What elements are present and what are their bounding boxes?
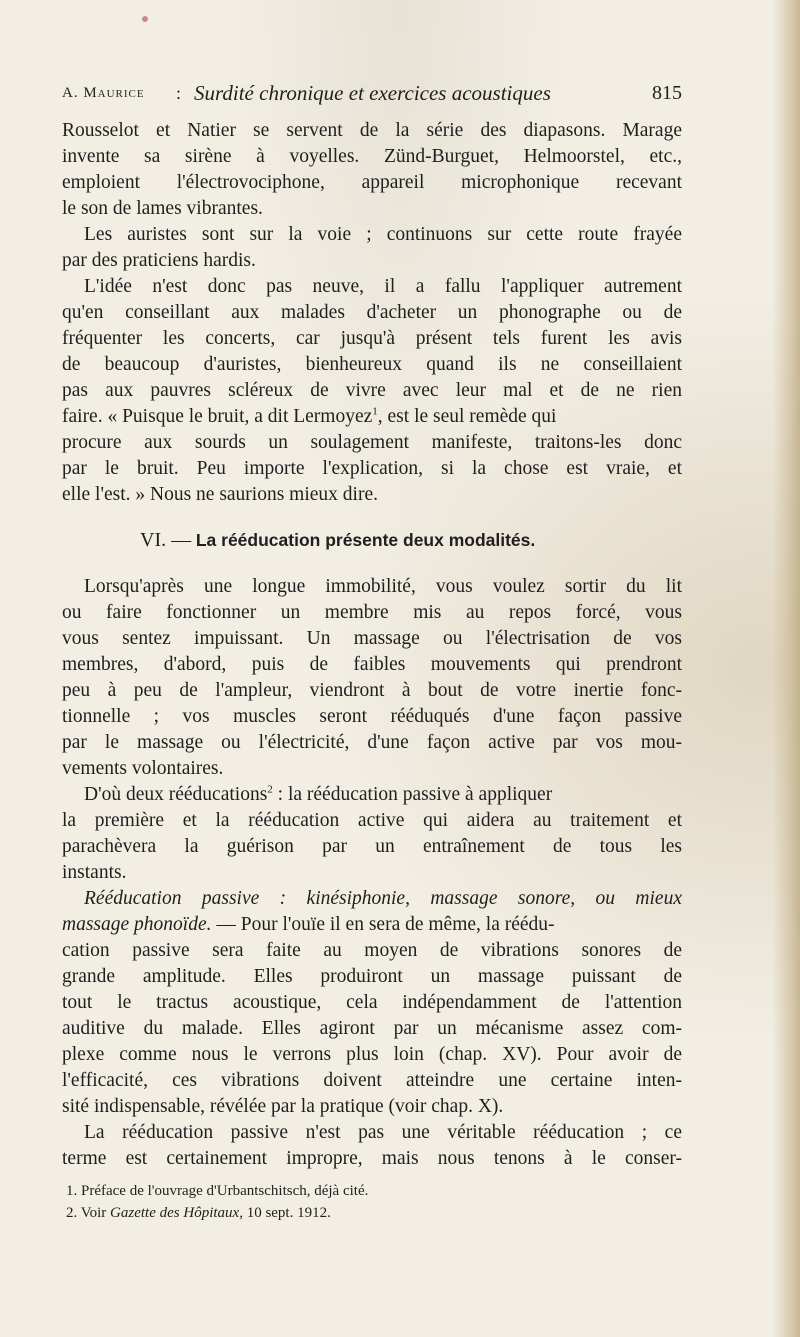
text-line-with-footnote-ref (84, 782, 682, 808)
text-fragment: — Pour l'ouïe il en sera de même, la réédu- (211, 914, 555, 935)
footnote-fragment: 2. Voir (66, 1205, 107, 1221)
text-line: Les auristes sont sur la voie ; continuons sur cette route frayée (84, 224, 682, 245)
text-line: procure aux sourds un soulagement manifeste, traitons-les donc (62, 432, 682, 453)
ink-spot (142, 16, 148, 22)
page-edge-shadow (772, 0, 800, 1337)
text-line: terme est certainement impropre, mais nous tenons à le conser- (62, 1148, 682, 1169)
header-author: A. Maurice (62, 85, 145, 101)
running-header (62, 78, 682, 108)
text-line: sité indispensable, révélée par la pratique (voir chap. X). (62, 1096, 504, 1117)
text-line: de beaucoup d'auristes, bienheureux quand ils ne conseillaient (62, 354, 682, 375)
text-line: tionnelle ; vos muscles seront rééduqués d'une façon passive (62, 706, 682, 727)
text-fragment: D'où deux rééducations (84, 784, 268, 805)
footnote-ref: 1 (372, 405, 378, 418)
text-line: invente sa sirène à voyelles. Zünd-Burguet, Helmoorstel, etc., (62, 146, 682, 167)
text-line-mixed (62, 912, 682, 938)
text-line: pas aux pauvres scléreux de vivre avec leur mal et de ne rien (62, 380, 682, 401)
text-line: peu à peu de l'ampleur, viendront à bout de votre inertie fonc- (62, 680, 682, 701)
text-line: par le bruit. Peu importe l'explication, si la chose est vraie, et (62, 458, 682, 479)
footnote-1: 1. Préface de l'ouvrage d'Urbantschitsch, déjà cité. (66, 1183, 369, 1199)
text-line-italic: Rééducation passive : kinésiphonie, massage sonore, ou mieux (84, 888, 682, 909)
text-line: le son de lames vibrantes. (62, 198, 263, 219)
footnote-fragment: , 10 sept. 1912. (239, 1205, 331, 1221)
header-title: Surdité chronique et exercices acoustiques (194, 81, 551, 105)
text-line: auditive du malade. Elles agiront par un mécanisme assez com- (62, 1018, 682, 1039)
text-line: elle l'est. » Nous ne saurions mieux dire. (62, 484, 378, 505)
italic-fragment: massage phonoïde. (62, 914, 212, 935)
section-title: La rééducation présente deux modalités. (195, 530, 536, 550)
text-line: La rééducation passive n'est pas une véritable rééducation ; ce (84, 1122, 682, 1143)
section-heading (140, 526, 660, 554)
text-line: grande amplitude. Elles produiront un massage puissant de (62, 966, 682, 987)
text-line: la première et la rééducation active qui aidera au traitement et (62, 810, 682, 831)
text-line: Lorsqu'après une longue immobilité, vous voulez sortir du lit (84, 576, 682, 597)
text-line: parachèvera la guérison par un entraînement de tous les (62, 836, 682, 857)
text-line: emploient l'électrovociphone, appareil microphonique recevant (62, 172, 682, 193)
text-line: tout le tractus acoustique, cela indépendamment de l'attention (62, 992, 682, 1013)
text-line: qu'en conseillant aux malades d'acheter un phonographe ou de (62, 302, 682, 323)
text-line: cation passive sera faite au moyen de vibrations sonores de (62, 940, 682, 961)
section-number: VI. — (140, 529, 192, 551)
text-line: instants. (62, 862, 127, 883)
text-line: ou faire fonctionner un membre mis au repos forcé, vous (62, 602, 682, 623)
page-number: 815 (652, 82, 682, 104)
text-line: par des praticiens hardis. (62, 250, 256, 271)
text-line: L'idée n'est donc pas neuve, il a fallu l'appliquer autrement (84, 276, 682, 297)
text-fragment: , est le seul remède qui (377, 406, 557, 427)
footnote-journal: Gazette des Hôpitaux (110, 1205, 240, 1221)
text-line: par le massage ou l'électricité, d'une façon active par vos mou- (62, 732, 682, 753)
text-line: Rousselot et Natier se servent de la série des diapasons. Marage (62, 120, 682, 141)
text-fragment: : la rééducation passive à appliquer (272, 784, 553, 805)
footnote-ref: 2 (267, 783, 273, 796)
text-line-with-footnote-ref (62, 404, 682, 430)
text-fragment: faire. « Puisque le bruit, a dit Lermoyez (62, 406, 373, 427)
text-line: fréquenter les concerts, car jusqu'à présent tels furent les avis (62, 328, 682, 349)
text-line: vous sentez impuissant. Un massage ou l'électrisation de vos (62, 628, 682, 649)
text-line: vements volontaires. (62, 758, 224, 779)
text-line: l'efficacité, ces vibrations doivent atteindre une certaine inten- (62, 1070, 682, 1091)
footnote-2 (66, 1202, 666, 1224)
text-line: plexe comme nous le verrons plus loin (chap. XV). Pour avoir de (62, 1044, 682, 1065)
header-separator: : (176, 83, 182, 103)
text-line: membres, d'abord, puis de faibles mouvements qui prendront (62, 654, 682, 675)
